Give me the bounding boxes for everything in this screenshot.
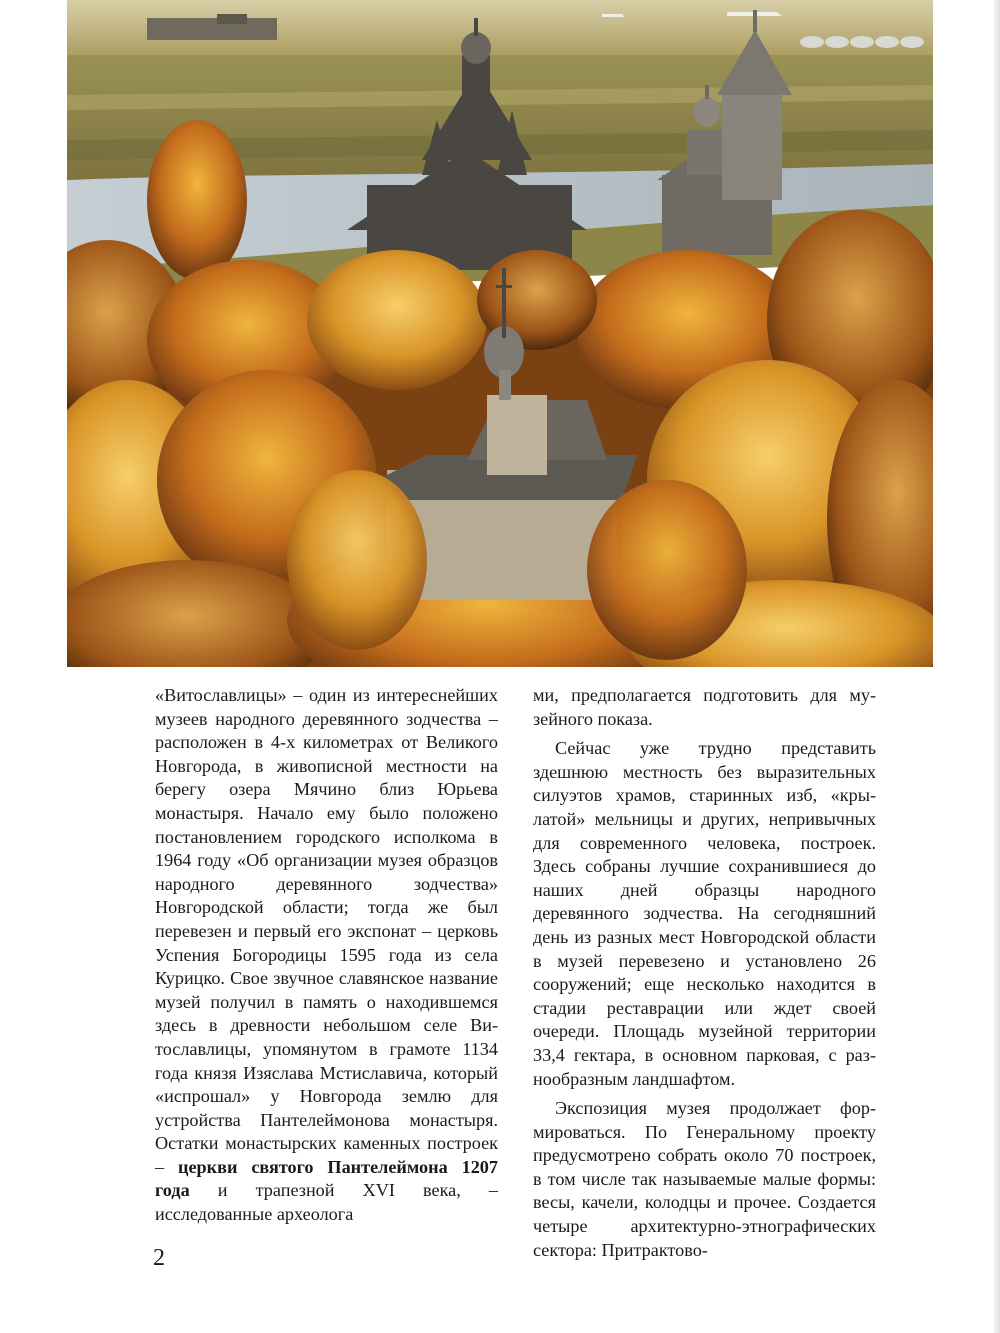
page-number: 2 <box>153 1245 165 1271</box>
text-column-right <box>533 684 876 1262</box>
page-edge <box>994 0 1000 1333</box>
text-column-left <box>155 684 498 1227</box>
paragraph-landscape: Сейчас уже трудно представить здешнюю местность без выразительных силуэтов храмов, старинных изб, «крылатой» мельницы и других, непривычных для современного человека, построек. Здесь собраны лучшие сохранившиеся до наших дней образцы народного деревянного зодчества. На сегодняшний день из разных мест Новгородской области в музей перевезено и установлено 26 сооружений; еще несколько находится в стадии реставрации или ждет своей очереди. Площадь музейной территории 33,4 гектара, в основном парковая, с разнообразным ландшафтом. <box>533 738 876 1089</box>
bold-highlight: церкви святого Пантелеймона 1207 года <box>155 1156 498 1201</box>
museum-photo <box>67 0 933 667</box>
photo-illustration <box>67 0 933 667</box>
paragraph-exposition: Экспозиция музея продолжает формироваться. По Генеральному проекту предусмотрено собрать около 70 построек, в том числе так называемые малые формы: весы, качели, колодцы и прочее. Создается четыре архитектурно-этнографических сектора: Притрактово- <box>533 1098 876 1260</box>
paragraph-text: «Витославлицы» – один из интереснейших музеев народного деревянного зодчества – расположен в 4-х километрах от Великого Новгорода, в живописной местности на берегу озера Мячино близ Юрьева монастыря. Начало ему было положено постановлением городского исполкома в 1964 году «Об организации музея образцов народного деревянного зодчества» Новгородской области; тогда же был перевезен и первый его экспонат – церковь Успения Богородицы 1595 года из села Курицко. Свое звучное славянское название музей получил в память о находившемся здесь в древности небольшом селе Витославлицы, упомянутом в грамоте 1134 года князя Изяслава Мстиславича, который «испрошал» у Новгорода землю для устройства Пантелеймонова монастыря. Остатки монастырских каменных построек – <box>155 685 498 1177</box>
paragraph-continuation: ми, предполагается подготовить для музейного показа. <box>533 685 876 729</box>
paragraph-intro <box>155 684 498 1227</box>
paragraph-text-end: и трапезной XVI века, – исследованные археолога <box>155 1180 498 1225</box>
